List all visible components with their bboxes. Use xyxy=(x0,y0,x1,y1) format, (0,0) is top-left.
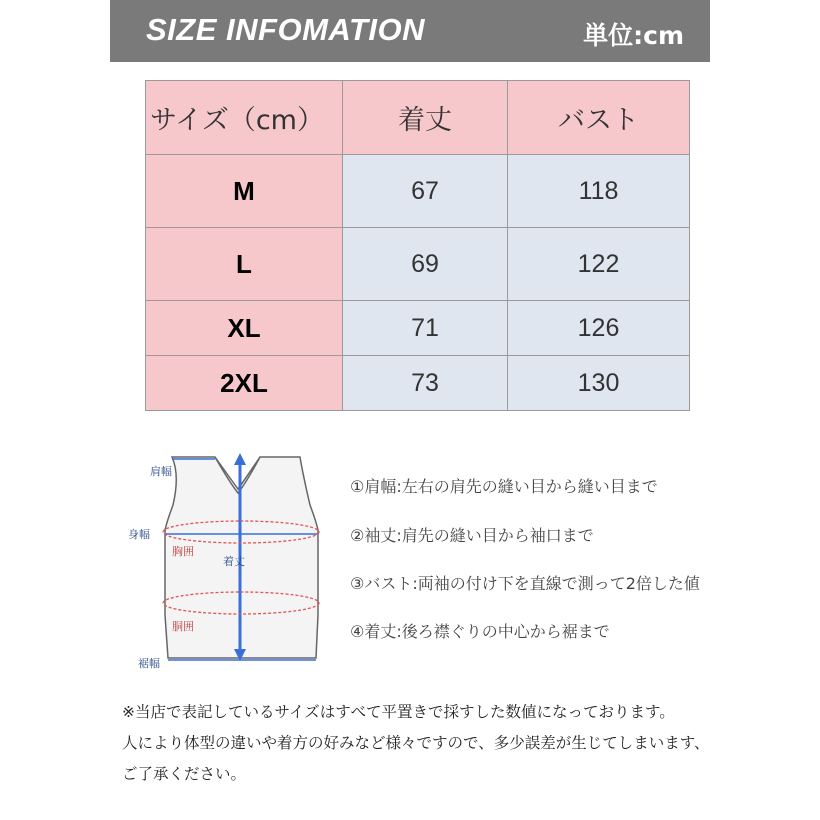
label-chest: 胸囲 xyxy=(172,545,194,558)
disclaimer-line: 人により体型の違いや着方の好みなど様々ですので、多少誤差が生じてしまいます、 xyxy=(122,734,710,752)
table-row xyxy=(146,301,690,356)
label-body-width: 身幅 xyxy=(128,528,150,541)
size-table xyxy=(145,80,690,411)
table-header-row xyxy=(146,81,690,155)
size-cell: M xyxy=(146,155,343,228)
length-arrow-top xyxy=(234,453,246,465)
header-size: サイズ（cm） xyxy=(146,81,343,155)
size-cell: XL xyxy=(146,301,343,356)
table-row xyxy=(146,356,690,411)
note-item: ③バスト:両袖の付け下を直線で測って2倍した値 xyxy=(350,574,700,593)
table-row xyxy=(146,155,690,228)
disclaimer-line: ご了承ください。 xyxy=(122,765,247,783)
page-title: SIZE INFOMATION xyxy=(146,12,426,47)
bust-cell: 126 xyxy=(508,301,690,356)
length-cell: 67 xyxy=(343,155,508,228)
length-cell: 71 xyxy=(343,301,508,356)
size-cell: 2XL xyxy=(146,356,343,411)
bust-cell: 122 xyxy=(508,228,690,301)
bust-cell: 118 xyxy=(508,155,690,228)
bust-cell: 130 xyxy=(508,356,690,411)
note-item: ①肩幅:左右の肩先の縫い目から縫い目まで xyxy=(350,477,658,496)
header-bust: バスト xyxy=(508,81,690,155)
header-length: 着丈 xyxy=(343,81,508,155)
note-item: ④着丈:後ろ襟ぐりの中心から裾まで xyxy=(350,622,610,641)
label-waist: 胴囲 xyxy=(172,620,194,633)
size-cell: L xyxy=(146,228,343,301)
length-cell: 73 xyxy=(343,356,508,411)
note-item: ②袖丈:肩先の縫い目から袖口まで xyxy=(350,526,594,545)
unit-label: 単位:cm xyxy=(583,21,684,50)
table-row xyxy=(146,228,690,301)
label-length: 着丈 xyxy=(223,555,245,568)
label-shoulder: 肩幅 xyxy=(150,465,172,478)
header-banner xyxy=(110,0,710,62)
label-hem: 裾幅 xyxy=(138,657,160,670)
disclaimer-line: ※当店で表記しているサイズはすべて平置きで採すした数値になっております。 xyxy=(122,703,675,721)
length-cell: 69 xyxy=(343,228,508,301)
vest-diagram xyxy=(120,445,335,675)
